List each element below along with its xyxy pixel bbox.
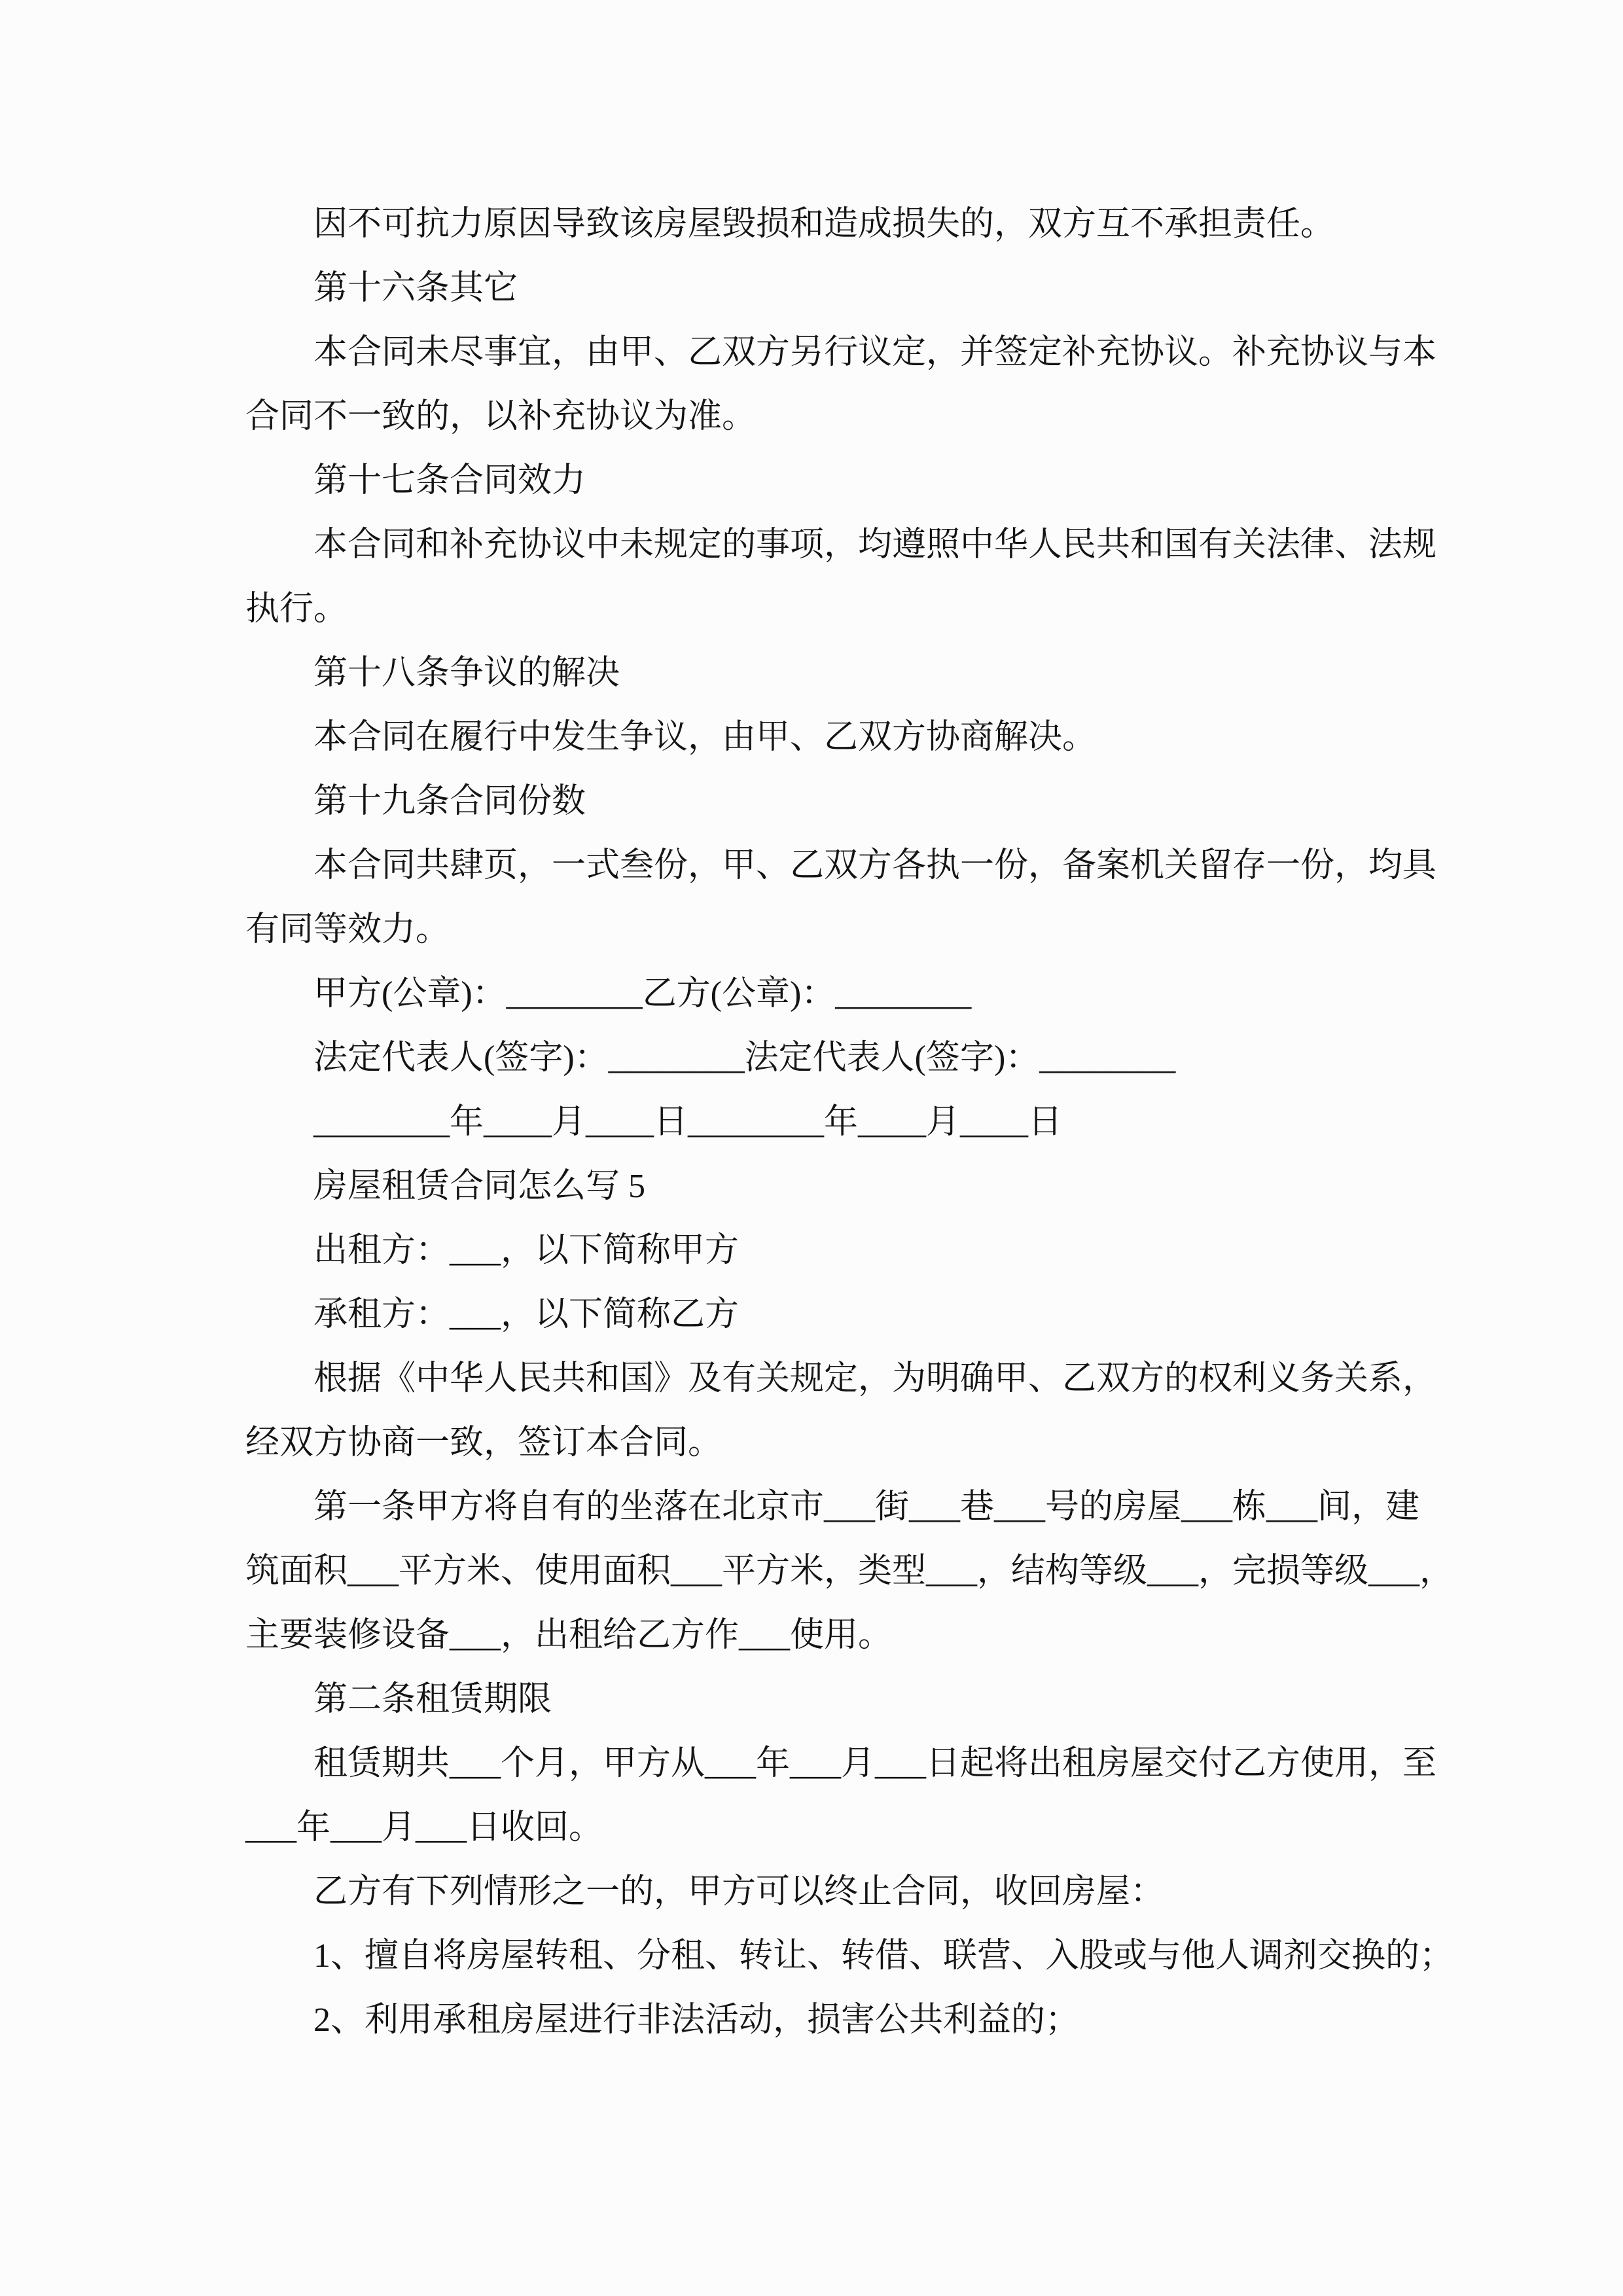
document-body (245, 192, 1454, 2053)
text-line: 筑面积___平方米、使用面积___平方米，类型___，结构等级___，完损等级___， (245, 1552, 1454, 1590)
text-line: 甲方(公章)：________乙方(公章)：________ (313, 975, 972, 1013)
text-line: 第十六条其它 (313, 270, 518, 307)
text-line: 2、利用承租房屋进行非法活动，损害公共利益的； (313, 2001, 1080, 2039)
text-line: 法定代表人(签字)：________法定代表人(签字)：________ (313, 1039, 1176, 1077)
text-line: 本合同共肆页，一式叁份，甲、乙双方各执一份，备案机关留存一份，均具 (313, 847, 1437, 884)
text-line: 乙方有下列情形之一的，甲方可以终止合同，收回房屋： (313, 1873, 1165, 1910)
text-line: 合同不一致的，以补充协议为准。 (245, 398, 757, 435)
text-line: 承租方：___，以下简称乙方 (313, 1296, 740, 1333)
text-line: ________年____月____日________年____月____日 (313, 1103, 1063, 1141)
text-line: 因不可抗力原因导致该房屋毁损和造成损失的，双方互不承担责任。 (313, 206, 1335, 243)
text-line: 第一条甲方将自有的坐落在北京市___街___巷___号的房屋___栋___间，建 (313, 1488, 1420, 1526)
text-line: 根据《中华人民共和国》及有关规定，为明确甲、乙双方的权利义务关系， (313, 1360, 1437, 1397)
text-line: 本合同在履行中发生争议，由甲、乙双方协商解决。 (313, 719, 1097, 756)
text-line: 出租方：___，以下简称甲方 (313, 1232, 740, 1269)
text-line: 房屋租赁合同怎么写 5 (313, 1168, 646, 1205)
text-line: 经双方协商一致，签订本合同。 (245, 1424, 722, 1462)
text-line: ___年___月___日收回。 (245, 1809, 603, 1846)
text-line: 租赁期共___个月，甲方从___年___月___日起将出租房屋交付乙方使用，至 (313, 1745, 1437, 1782)
text-line: 本合同未尽事宜，由甲、乙双方另行议定，并签定补充协议。补充协议与本 (313, 334, 1437, 371)
text-line: 第十九条合同份数 (313, 783, 586, 820)
text-line: 第十八条争议的解决 (313, 655, 620, 692)
text-line: 本合同和补充协议中未规定的事项，均遵照中华人民共和国有关法律、法规 (313, 526, 1437, 564)
text-line: 第十七条合同效力 (313, 462, 586, 499)
text-line: 1、擅自将房屋转租、分租、转让、转借、联营、入股或与他人调剂交换的； (313, 1937, 1454, 1975)
text-line: 有同等效力。 (245, 911, 450, 948)
text-line: 第二条租赁期限 (313, 1681, 552, 1718)
text-line: 执行。 (245, 590, 348, 628)
text-line: 主要装修设备___，出租给乙方作___使用。 (245, 1617, 893, 1654)
